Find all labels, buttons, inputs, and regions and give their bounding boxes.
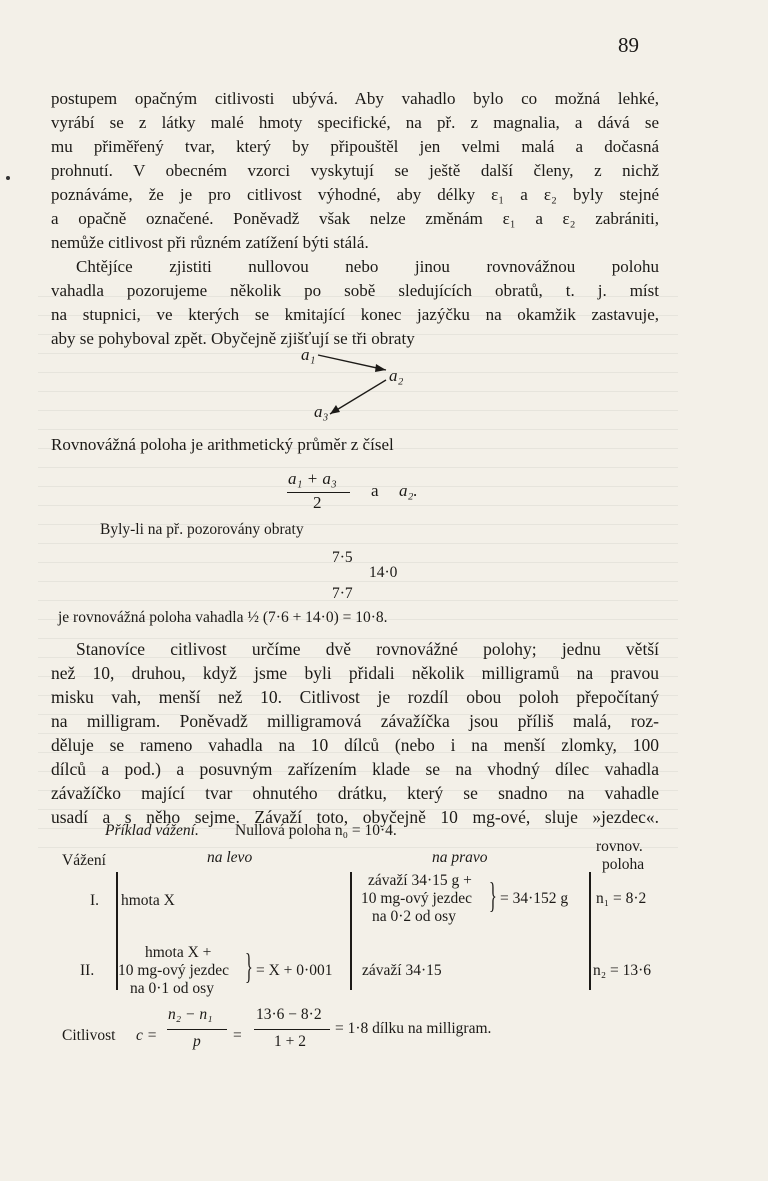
margin-dot (6, 176, 10, 180)
header-left: na levo (207, 849, 253, 866)
row1-right-line: 10 mg-ový jezdec (361, 890, 473, 907)
header-vazeni: Vážení (62, 852, 106, 869)
row1-right-line: závaží 34·15 g + (368, 872, 472, 889)
label-a3: a₃ (314, 402, 329, 421)
formula-a2: a₂. (399, 481, 418, 500)
row1-poloha: n₁ = 8·2 (596, 890, 647, 907)
text-line: dílců a pod.) a posuvným zařízením klade se na vhodný dílec vahadla (51, 759, 659, 779)
text-line: usadí a s něho sejme. Závaží toto, obyčejně 10 mg-ové, sluje »jezdec«. (51, 807, 659, 827)
text-line: misku vah, menší než 10. Citlivost je rozdíl obou poloh přepočítaný (51, 687, 659, 707)
text-line: a opačně označené. Poněvadž však nelze změnám ε₁ a ε₂ zabrániti, (51, 209, 659, 228)
label-a2: a₂ (389, 366, 404, 385)
obrat-value: 7·5 (332, 549, 353, 566)
table-rule (589, 872, 591, 990)
row1-number: I. (90, 892, 100, 909)
text-line: Chtějíce zjistiti nullovou nebo jinou rovnovážnou polohu (76, 257, 659, 276)
text-line: postupem opačným citlivosti ubývá. Aby vahadlo bylo co možná lehké, (51, 89, 659, 108)
fraction-bar (254, 1029, 330, 1030)
byly-sentence: Byly-li na př. pozorovány obraty (100, 521, 304, 538)
citlivost-eq: = (233, 1027, 242, 1044)
text-line: závažíčko mající tvar ohnutého drátku, který se snadno na vahadle (51, 783, 659, 803)
frac2-numerator: 13·6 − 8·2 (256, 1006, 322, 1023)
row2-left-line: hmota X + (145, 944, 212, 961)
text-line: mu přiměřený tvar, který by připouštěl jen velmi malá a dočasná (51, 137, 659, 156)
text-line: vyrábí se z látky malé hmoty specifické, na př. z magnalia, a dává se (51, 113, 659, 132)
example-heading: Příklad vážení. (105, 822, 199, 839)
text-line: nemůže citlivost při různém zatížení býti stálá. (51, 233, 369, 252)
label-a1: a₁ (301, 345, 316, 364)
row1-right-line: na 0·2 od osy (372, 908, 456, 925)
table-rule (350, 872, 352, 990)
row2-right: závaží 34·15 (362, 962, 442, 979)
je-rovnovazna-sentence: je rovnovážná poloha vahadla ½ (7·6 + 14·0) = 10·8. (58, 609, 388, 626)
header-poloha: poloha (602, 856, 645, 873)
text-line: na milligram. Poněvadž milligramová závažíčka jsou příliš malá, roz- (51, 711, 659, 731)
text-line: než 10, druhou, když jsme byli přidali několik milligramů na pravou (51, 663, 659, 683)
citlivost-label: Citlivost (62, 1027, 116, 1044)
header-rovnov: rovnov. (596, 838, 643, 855)
citlivost-result: = 1·8 dílku na milligram. (335, 1020, 492, 1037)
row2-number: II. (80, 962, 95, 979)
example-nullova: Nullová poloha n₀ = 10·4. (235, 822, 397, 839)
right-brace: } (489, 875, 497, 915)
row2-left-line: 10 mg-ový jezdec (118, 962, 230, 979)
row2-left-line: na 0·1 od osy (130, 980, 214, 997)
text-line: aby se pohyboval zpět. Obyčejně zjišťují se tři obraty (51, 329, 415, 348)
text-line: prohnutí. V obecném vzorci vyskytují se ještě další členy, z nichž (51, 161, 659, 180)
formula-and: a (371, 481, 379, 500)
text-line: na stupnici, ve kterých se kmitající konec jazýčku na okamžik zastavuje, (51, 305, 659, 324)
right-brace: } (245, 946, 253, 986)
frac1-numerator: n₂ − n₁ (168, 1006, 213, 1023)
header-right: na pravo (432, 849, 488, 866)
text-line: poznáváme, že je pro citlivost výhodné, aby délky ε₁ a ε₂ byly stejné (51, 185, 659, 204)
formula-numerator: a₁ + a₃ (288, 469, 337, 488)
row1-left: hmota X (121, 892, 175, 909)
frac1-denominator: p (193, 1033, 201, 1050)
text-line: Stanovíce citlivost určíme dvě rovnovážné polohy; jednu větší (76, 639, 659, 659)
obrat-value: 7·7 (332, 585, 353, 602)
row1-result: = 34·152 g (500, 890, 569, 907)
row2-poloha: n₂ = 13·6 (593, 962, 652, 979)
citlivost-c: c = (136, 1027, 158, 1044)
rovnovazna-sentence: Rovnovážná poloha je arithmetický průměr z čísel (51, 435, 394, 454)
text-line: děluje se rameno vahadla na 10 dílců (nebo i na menší zlomky, 100 (51, 735, 659, 755)
frac2-denominator: 1 + 2 (274, 1033, 306, 1050)
row2-left-result: = X + 0·001 (256, 962, 333, 979)
fraction-bar (167, 1029, 227, 1030)
text-line: vahadla pozorujeme několik po sobě sledujících obratů, t. j. míst (51, 281, 659, 300)
formula-denominator: 2 (313, 493, 322, 512)
obrat-value: 14·0 (369, 564, 398, 581)
page-number: 89 (618, 33, 639, 57)
